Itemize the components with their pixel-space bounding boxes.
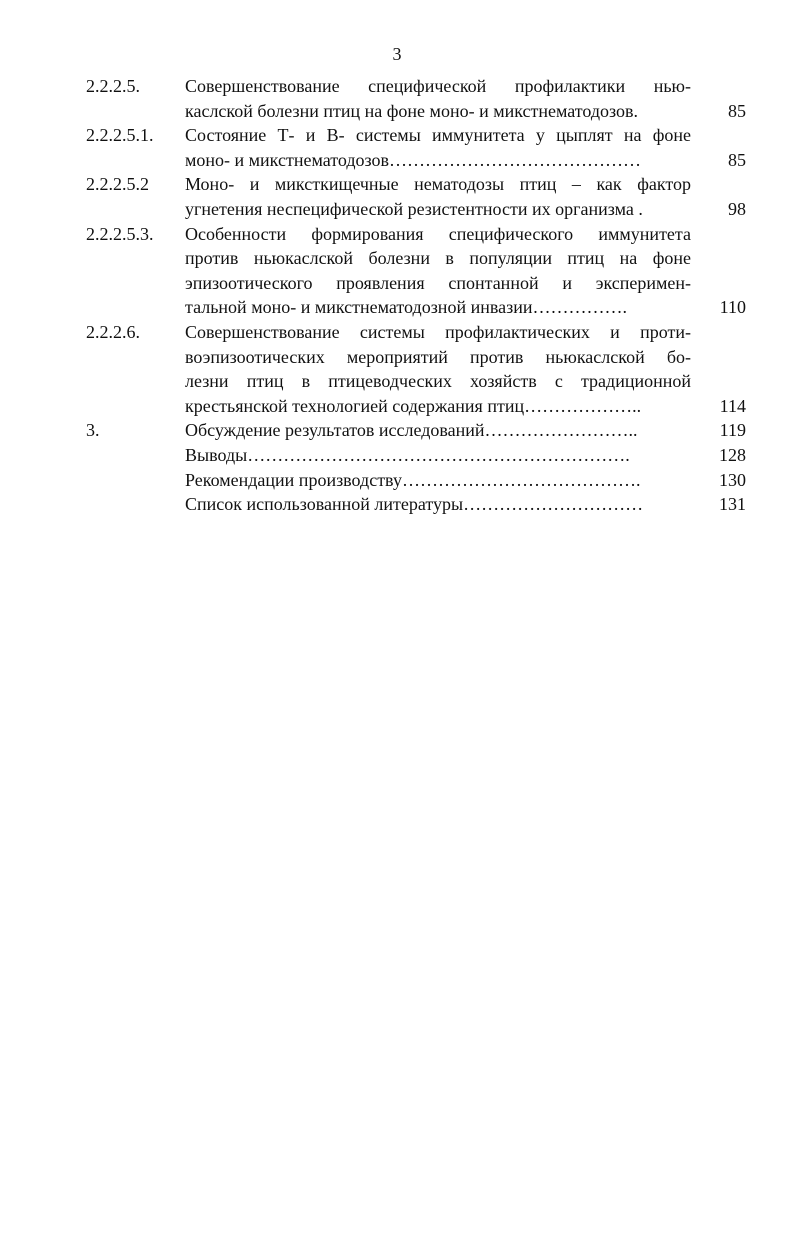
toc-entry-number: 2.2.2.5.2	[86, 174, 149, 195]
toc-entry-page: 130	[719, 469, 746, 490]
toc-entry-line: моно- и микстнематодозов……………………………………	[185, 149, 642, 170]
toc-entry	[86, 222, 746, 320]
toc-entry-page: 85	[728, 149, 746, 170]
toc-entry-page: 114	[719, 395, 746, 416]
toc-entry-line: эпизоотического проявления спонтанной и эксперимен-	[185, 272, 691, 293]
toc-entry	[86, 443, 746, 468]
toc-entry	[86, 172, 746, 221]
toc-entry-title	[185, 492, 691, 517]
toc-entry-page: 119	[719, 420, 746, 441]
toc-entry-line: против ньюкаслской болезни в популяции птиц на фоне	[185, 248, 691, 269]
table-of-contents	[86, 74, 746, 517]
toc-entry-line: воэпизоотических мероприятий против ньюкаслской бо-	[185, 346, 691, 367]
toc-entry	[86, 320, 746, 418]
toc-entry-line: Рекомендации производству………………………………….	[185, 469, 641, 490]
toc-entry-title	[185, 443, 691, 468]
toc-entry-page: 98	[728, 198, 746, 219]
toc-entry-number: 2.2.2.5.3.	[86, 223, 154, 244]
toc-entry-page: 131	[719, 494, 746, 515]
toc-entry-title	[185, 222, 691, 320]
toc-entry-title	[185, 418, 691, 443]
toc-entry-number: 2.2.2.6.	[86, 321, 140, 342]
toc-entry-line: тальной моно- и микстнематодозной инвазии…………….	[185, 297, 627, 318]
toc-entry-line: Моно- и миксткищечные нематодозы птиц – как фактор	[185, 174, 691, 195]
toc-entry-line: Совершенствование системы профилактических и проти-	[185, 321, 691, 342]
page-number: 3	[392, 44, 402, 64]
toc-entry-line: Список использованной литературы…………………………	[185, 494, 644, 515]
toc-entry	[86, 492, 746, 517]
toc-entry-line: Особенности формирования специфического иммунитета	[185, 223, 691, 244]
toc-entry-title	[185, 123, 691, 172]
toc-entry-page: 128	[719, 444, 746, 465]
toc-entry-title	[185, 74, 691, 123]
toc-entry	[86, 74, 746, 123]
toc-entry-title	[185, 468, 691, 493]
toc-entry-title	[185, 320, 691, 418]
toc-entry	[86, 418, 746, 443]
toc-entry-line: Состояние Т- и В- системы иммунитета у цыплят на фоне	[185, 125, 691, 146]
toc-entry-number: 2.2.2.5.1.	[86, 125, 154, 146]
toc-entry-page: 85	[728, 100, 746, 121]
toc-entry-page: 110	[719, 297, 746, 318]
toc-entry	[86, 468, 746, 493]
toc-entry-line: угнетения неспецифической резистентности их организма .	[185, 198, 643, 219]
toc-entry-line: Совершенствование специфической профилактики нью-	[185, 76, 691, 96]
toc-entry	[86, 123, 746, 172]
toc-entry-number: 3.	[86, 420, 100, 441]
toc-entry-line: лезни птиц в птицеводческих хозяйств с традиционной	[185, 371, 691, 392]
toc-entry-line: Обсуждение результатов исследований……………………..	[185, 420, 638, 441]
toc-entry-title	[185, 172, 691, 221]
toc-entry-line: каслской болезни птиц на фоне моно- и микстнематодозов.	[185, 100, 639, 121]
toc-entry-number: 2.2.2.5.	[86, 76, 140, 96]
toc-entry-line: крестьянской технологией содержания птиц………………..	[185, 395, 642, 416]
toc-entry-line: Выводы……………………………………………………….	[185, 444, 630, 465]
